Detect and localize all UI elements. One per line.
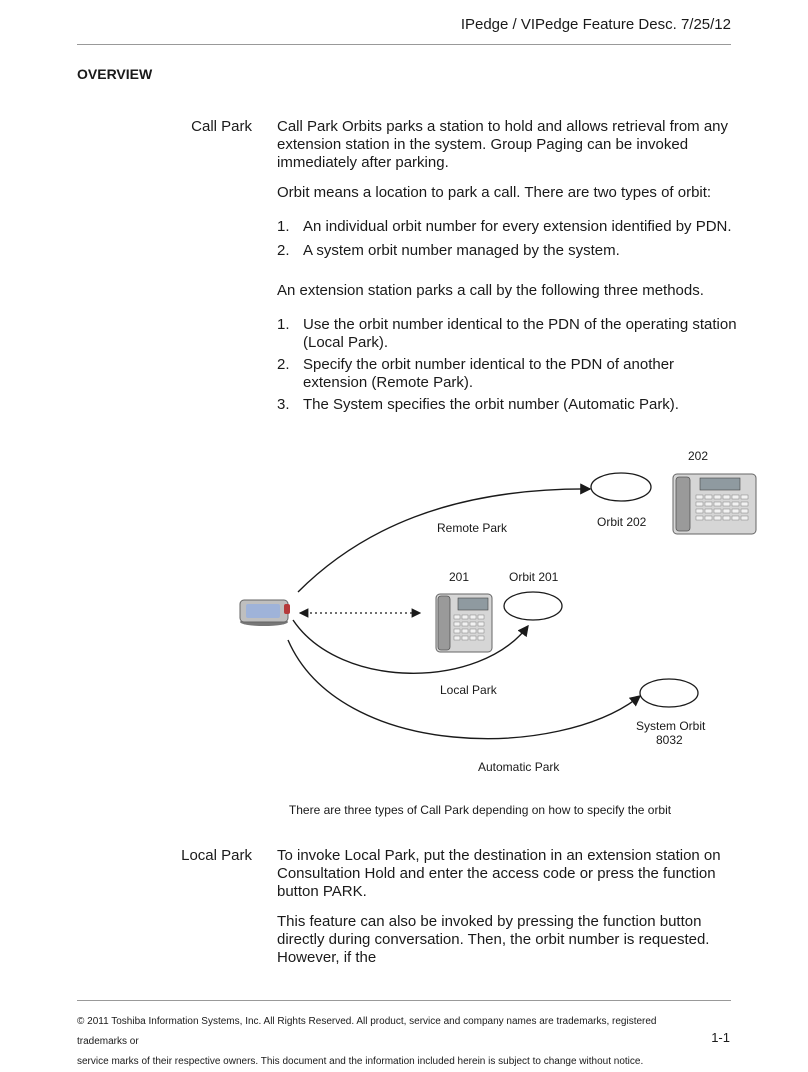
list-number: 3. [277, 396, 290, 413]
methods-intro: An extension station parks a call by the following three methods. [277, 282, 704, 299]
call-park-intro: Call Park Orbits parks a station to hold and allows retrieval from any extension station in the system. Group Paging can be invoked immediately after parking. [277, 118, 729, 171]
orbit-202-ellipse [591, 473, 651, 501]
header-title: IPedge / VIPedge Feature Desc. 7/25/12 [460, 16, 731, 33]
page-number: 1-1 [711, 1030, 730, 1045]
section-heading: OVERVIEW [77, 66, 153, 82]
label-orbit-202: Orbit 202 [597, 515, 647, 529]
list-number: 2. [277, 356, 290, 373]
list-number: 2. [277, 242, 290, 259]
label-local-park: Local Park [440, 683, 497, 697]
list-number: 1. [277, 218, 290, 235]
call-park-diagram [230, 440, 760, 790]
diagram-caption: There are three types of Call Park depending on how to specify the orbit [288, 803, 672, 817]
list-text: Specify the orbit number identical to the PDN of another extension (Remote Park). [303, 356, 675, 391]
system-orbit-ellipse [640, 679, 698, 707]
list-text: Use the orbit number identical to the PDN of the operating station (Local Park). [303, 316, 737, 351]
label-orbit-201: Orbit 201 [509, 570, 559, 584]
label-remote-park: Remote Park [437, 521, 508, 535]
label-202: 202 [688, 449, 709, 463]
list-text: An individual orbit number for every extension identified by PDN. [303, 218, 732, 235]
local-park-para2: This feature can also be invoked by pressing the function button directly during conversation. Then, the orbit number is requested. However, if the [277, 913, 710, 966]
orbit-201-ellipse [504, 592, 562, 620]
footer-text [77, 1012, 697, 1072]
local-park-para1: To invoke Local Park, put the destination in an extension station on Consultation Hold and enter the access code or press the function button PARK. [277, 847, 721, 900]
list-item [277, 356, 737, 392]
phone-201-icon [436, 594, 492, 652]
header-divider [77, 44, 731, 45]
list-item [277, 242, 737, 260]
phone-202-icon [673, 474, 756, 534]
list-text: The System specifies the orbit number (Automatic Park). [303, 396, 679, 413]
local-park-arrow [293, 620, 528, 673]
list-number: 1. [277, 316, 290, 333]
list-item [277, 218, 737, 236]
footer-line-1: © 2011 Toshiba Information Systems, Inc. All Rights Reserved. All product, service and company names are trademarks, registered trademarks or [77, 1016, 657, 1047]
footer-divider [77, 1000, 731, 1001]
label-automatic-park: Automatic Park [478, 760, 560, 774]
label-201: 201 [449, 570, 470, 584]
list-item [277, 396, 737, 414]
label-system-orbit: System Orbit [636, 719, 706, 733]
local-park-label: Local Park [181, 847, 252, 864]
label-system-orbit-number: 8032 [656, 733, 683, 747]
footer-line-2: service marks of their respective owners. This document and the information included herein is subject to change without notice. [77, 1056, 644, 1067]
calling-phone-icon [240, 600, 290, 626]
list-text: A system orbit number managed by the system. [303, 242, 620, 259]
orbit-definition: Orbit means a location to park a call. There are two types of orbit: [277, 184, 712, 201]
list-item [277, 316, 737, 352]
call-park-label: Call Park [191, 118, 252, 135]
